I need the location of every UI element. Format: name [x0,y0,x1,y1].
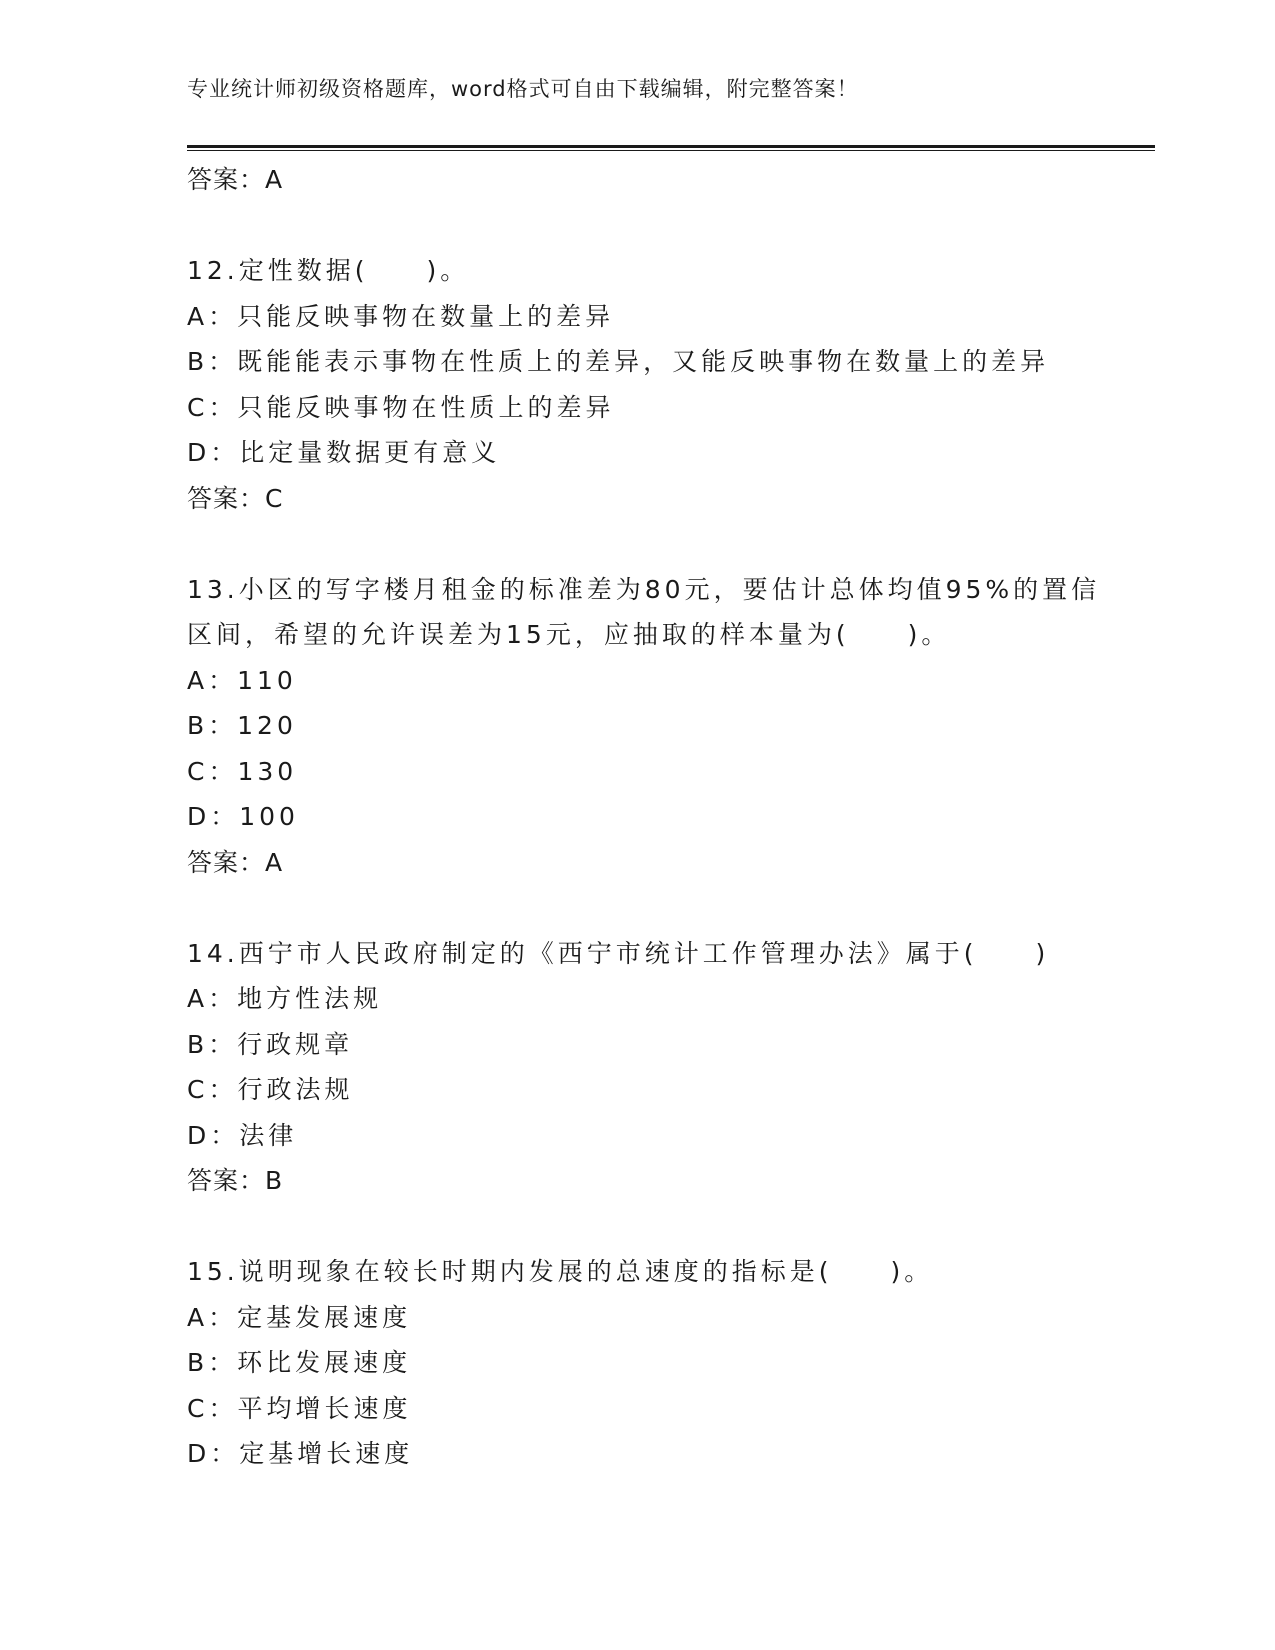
question-stem: 13.小区的写字楼月租金的标准差为80元，要估计总体均值95%的置信 [187,574,1101,604]
option-d: D：定基增长速度 [187,1439,414,1468]
spacer [187,203,1107,249]
option-d: D：100 [187,802,299,831]
question-stem: 15.说明现象在较长时期内发展的总速度的指标是( )。 [187,1257,934,1286]
question-list [187,157,1107,1477]
page-header: 专业统计师初级资格题库，word格式可自由下载编辑，附完整答案！ [187,77,859,101]
spacer [187,1204,1107,1250]
question-block [187,248,1107,521]
spacer [187,521,1107,567]
option-b: B：行政规章 [187,1029,354,1059]
option-a: A：110 [187,665,297,695]
header-rule [187,145,1155,148]
option-a: A：地方性法规 [187,984,383,1013]
answer: 答案：B [187,1166,284,1195]
question-stem: 14.西宁市人民政府制定的《西宁市统计工作管理办法》属于( ) [187,938,1050,968]
header-rule-thin [187,150,1155,151]
option-c: C：只能反映事物在性质上的差异 [187,392,615,422]
option-b: B：既能能表示事物在性质上的差异，又能反映事物在数量上的差异 [187,347,1050,376]
question-block [187,1249,1107,1477]
option-b: B：环比发展速度 [187,1348,412,1377]
answer: 答案：C [187,483,284,513]
previous-answer: 答案：A [187,165,284,194]
option-c: C：平均增长速度 [187,1393,412,1423]
answer: 答案：A [187,847,284,877]
option-a: A：定基发展速度 [187,1302,412,1332]
question-stem: 12.定性数据( )。 [187,256,470,285]
question-block [187,931,1107,1204]
option-b: B：120 [187,711,297,740]
option-d: D：法律 [187,1120,298,1150]
question-stem-continued: 区间，希望的允许误差为15元，应抽取的样本量为( )。 [187,620,951,649]
option-c: C：行政法规 [187,1075,354,1104]
option-a: A：只能反映事物在数量上的差异 [187,301,615,331]
option-c: C：130 [187,756,298,786]
spacer [187,885,1107,931]
question-block [187,567,1107,886]
option-d: D：比定量数据更有意义 [187,438,501,467]
